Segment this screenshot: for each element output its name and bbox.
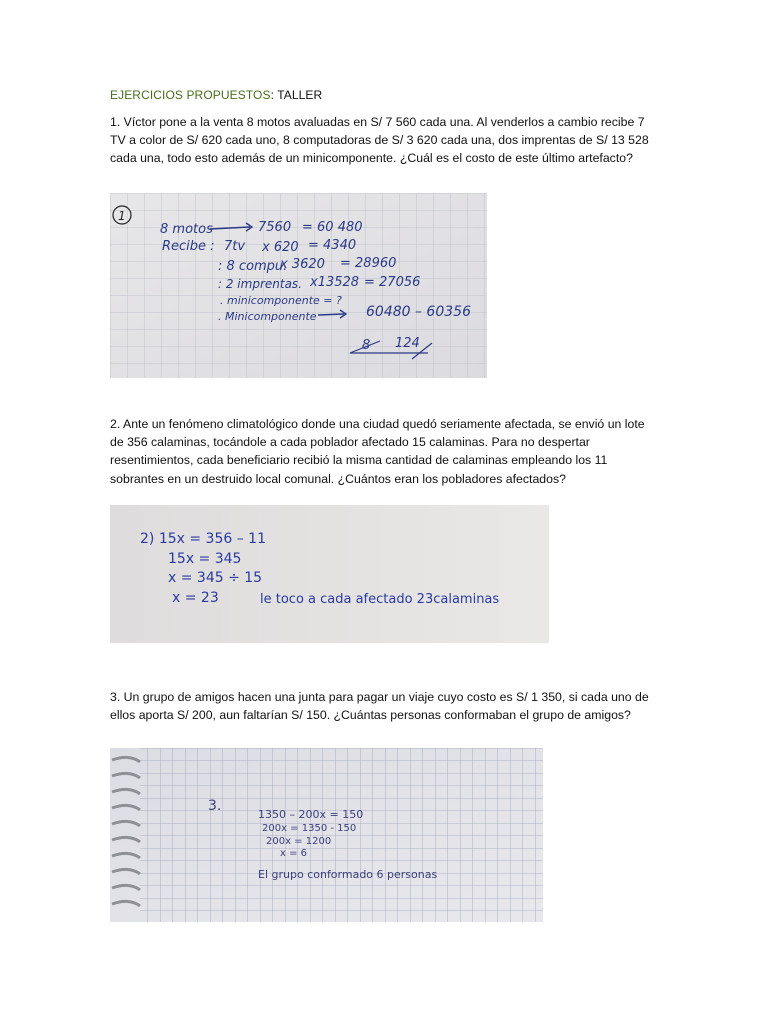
hw2-l1: 2) 15x = 356 – 11 bbox=[140, 531, 266, 547]
hw1-num: 1 bbox=[118, 209, 126, 223]
hw2-l2: 15x = 345 bbox=[168, 551, 242, 567]
exercise-2-photo bbox=[110, 505, 549, 643]
exercise-3-photo bbox=[110, 748, 543, 922]
hw2-l4: x = 23 bbox=[172, 590, 219, 606]
hw3-l1: 1350 – 200x = 150 bbox=[258, 808, 364, 821]
hw1-l4a: : 2 imprentas. bbox=[218, 277, 302, 291]
hw1-l3b: x 3620 bbox=[280, 257, 325, 272]
hw1-l1c: = 60 480 bbox=[302, 220, 363, 235]
hw1-l5: . minicomponente = ? bbox=[220, 294, 342, 307]
hw1-l4b: x13528 bbox=[310, 275, 360, 290]
exercise-1-text: 1. Víctor pone a la venta 8 motos avaluadas en S/ 7 560 cada una. Al venderlos a cambio recibe 7 TV a color de S/ 620 cada uno, 8 computadoras de S/ 3 620 cada una, dos imprentas de S/ 13 528 cada una, todo esto además de un minicomponente. ¿Cuál es el costo de este último artefacto? bbox=[110, 115, 649, 166]
heading-rest: : TALLER bbox=[270, 88, 323, 102]
heading-green: EJERCICIOS PROPUESTOS bbox=[110, 88, 271, 102]
hw1-l2b: 7tv bbox=[224, 239, 246, 254]
hw1-l3c: = 28960 bbox=[340, 256, 397, 271]
hw1-l2c: x 620 bbox=[262, 240, 299, 255]
exercise-2-text: 2. Ante un fenómeno climatológico donde una ciudad quedó seriamente afectada, se envió un lote de 356 calaminas, tocándole a cada poblador afectado 15 calaminas. Para no despertar resentimientos, cada beneficiario recibió la misma cantidad de calaminas empleando los 11 sobrantes en un destruido local comunal. ¿Cuántos eran los pobladores afectados? bbox=[110, 417, 645, 486]
hw3-l5: El grupo conformado 6 personas bbox=[258, 868, 438, 881]
hw2-l3: x = 345 ÷ 15 bbox=[168, 570, 263, 586]
hw1-l6b: 60480 – 60356 bbox=[366, 304, 471, 320]
hw3-l3: 200x = 1200 bbox=[266, 836, 332, 847]
hw1-l7b: 124 bbox=[395, 336, 420, 351]
hw3-l2: 200x = 1350 - 150 bbox=[262, 823, 357, 834]
hw1-l1b: 7560 bbox=[258, 220, 292, 235]
hw2-l5: le toco a cada afectado 23calaminas bbox=[260, 592, 500, 607]
page-heading bbox=[110, 88, 322, 102]
hw1-l2d: = 4340 bbox=[308, 238, 357, 253]
hw1-l7a: 8 bbox=[362, 338, 371, 353]
hw1-l6a: . Minicomponente bbox=[218, 310, 317, 323]
exercise-1-photo bbox=[110, 193, 487, 378]
hw1-l1a: 8 motos bbox=[160, 222, 213, 237]
hw1-l2a: Recibe : bbox=[162, 239, 215, 254]
hw3-num: 3. bbox=[208, 798, 222, 814]
hw1-l3a: : 8 compu. bbox=[218, 259, 288, 274]
hw3-l4: x = 6 bbox=[280, 848, 308, 859]
hw1-l4c: = 27056 bbox=[364, 275, 421, 290]
exercise-3-text: 3. Un grupo de amigos hacen una junta para pagar un viaje cuyo costo es S/ 1 350, si cada uno de ellos aporta S/ 200, aun faltarían S/ 150. ¿Cuántas personas conformaban el grupo de amigos? bbox=[110, 690, 649, 723]
